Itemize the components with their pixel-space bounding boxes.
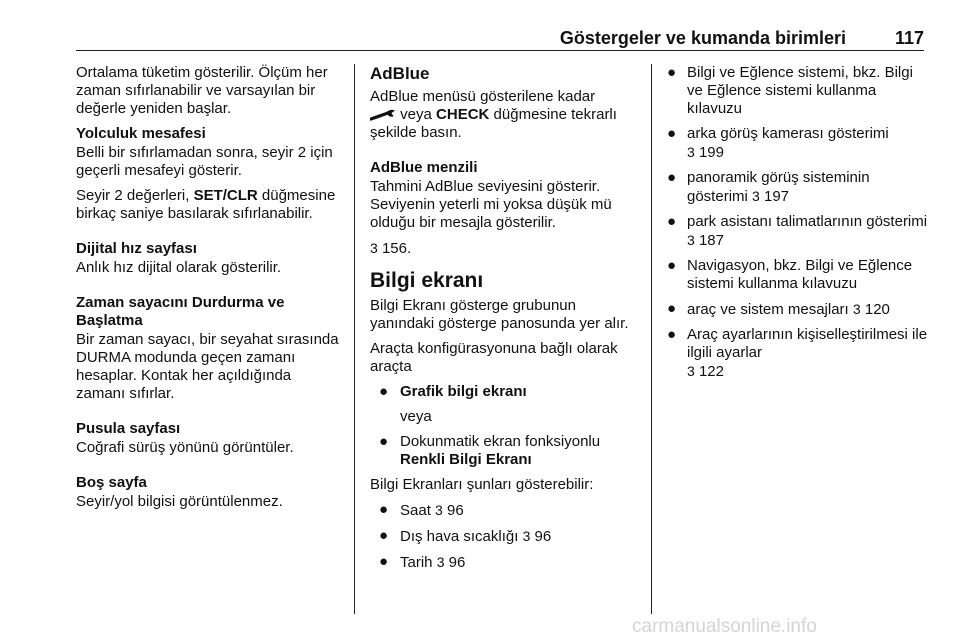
blank-page-text: Seyir/yol bilgisi görüntülenmez. [76,493,283,510]
digital-speed-text: Anlık hız dijital olarak gösterilir. [76,259,282,276]
list-item: ● park asistanı talimatlarının gösterimi 3 187 [667,213,928,249]
check-label: CHECK [436,106,490,123]
list-item: ● Grafik bilgi ekranı [379,383,527,400]
timer-text: Bir zaman sayacı, bir seyahat sırasında DURMA modunda geçen zamanı hesaplar. Kontak her açıldığında zamanı sıfırlar. [76,331,339,402]
arrow-ref-icon: 3 [522,528,531,544]
bullet-icon: ● [667,257,677,274]
bullet-icon: ● [667,213,677,230]
adblue-range-text: Tahmini AdBlue seviyesini gösterir. Seviyenin yeterli mi yoksa düşük mü olduğu bir mesajla gösterilir. [370,178,612,231]
column-2 [370,64,638,579]
bullet-icon: ● [379,383,389,400]
list-item: ● Tarih 3 96 [379,553,466,571]
arrow-ref-icon: 3 [687,144,695,160]
intro-paragraph: Ortalama tüketim gösterilir. Ölçüm her zaman sıfırlanabilir ve varsayılan bir değerle yeniden başlar. [76,64,328,117]
wrench-icon [370,109,396,121]
bullet-icon: ● [667,64,677,81]
compass-heading: Pusula sayfası [76,420,181,437]
arrow-ref-icon: 3 [687,363,695,379]
column-divider-2 [651,64,652,614]
list-item: ● Navigasyon, bkz. Bilgi ve Eğlence sistemi kullanma kılavuzu [667,257,913,292]
watermark: carmanualsonline.info [632,616,817,637]
bullet-icon: ● [667,300,677,317]
arrow-ref-icon: 3 [370,240,378,256]
blank-page-heading: Boş sayfa [76,474,147,491]
trip-distance-text: Belli bir sıfırlamadan sonra, seyir 2 için geçerli mesafeyi gösterir. [76,144,333,179]
list-item: ● Araç ayarlarının kişiselleştirilmesi ile ilgili ayarlar 3 122 [667,326,928,380]
header-divider [76,50,924,51]
arrow-ref-icon: 3 [435,502,443,518]
timer-heading: Zaman sayacını Durdurma ve Başlatma [76,294,285,329]
bullet-icon: ● [667,125,677,142]
column-1 [76,64,344,518]
arrow-ref-icon: 3 [436,554,445,570]
bullet-icon: ● [379,501,389,518]
bullet-icon: ● [667,326,677,343]
page-title: Göstergeler ve kumanda birimleri [559,28,846,48]
list-item: ● arka görüş kamerası gösterimi 3 199 [667,125,889,161]
bullet-icon: ● [379,553,389,570]
arrow-ref-icon: 3 [852,301,861,317]
adblue-range-heading: AdBlue menzili [370,159,478,176]
list-item: ● Saat 3 96 [379,501,464,519]
trip-reset-text: Seyir 2 değerleri, SET/CLR düğmesine birkaç saniye basılarak sıfırlanabilir. [76,187,336,222]
trip-distance-heading: Yolculuk mesafesi [76,125,206,142]
config-text: Araçta konfigürasyonuna bağlı olarak araçta [370,340,618,375]
column-divider-1 [354,64,355,614]
page-number: 117 [894,28,924,48]
adblue-heading: AdBlue [370,64,430,83]
arrow-ref-icon: 3 [752,188,760,204]
info-display-text: Bilgi Ekranı gösterge grubunun yanındaki gösterge panosunda yer alır. [370,297,629,332]
bullet-icon: ● [667,169,677,186]
list-item: ● Bilgi ve Eğlence sistemi, bkz. Bilgi ve Eğlence sistemi kullanma kılavuzu [667,64,913,117]
or-text: veya [400,408,432,425]
screens-text: Bilgi Ekranları şunları gösterebilir: [370,476,594,493]
compass-text: Coğrafi sürüş yönünü görüntüler. [76,439,294,456]
bullet-icon: ● [379,527,389,544]
adblue-text: AdBlue menüsü gösterilene kadar veya CHECK düğmesine tekrarlı şekilde basın. [370,88,617,141]
list-item: ● panoramik görüş sisteminin gösterimi 3 197 [667,169,870,205]
bullet-icon: ● [379,433,389,450]
digital-speed-heading: Dijital hız sayfası [76,240,197,257]
list-item: ● Dokunmatik ekran fonksiyonlu Renkli Bilgi Ekranı [379,433,601,468]
list-item: ● araç ve sistem mesajları 3 120 [667,300,890,318]
column-3 [666,64,932,388]
adblue-range-ref: 3 156. [370,240,412,257]
info-display-heading: Bilgi ekranı [370,269,484,292]
list-item: ● Dış hava sıcaklığı 3 96 [379,527,552,545]
arrow-ref-icon: 3 [687,232,695,248]
set-clr-label: SET/CLR [193,187,258,204]
